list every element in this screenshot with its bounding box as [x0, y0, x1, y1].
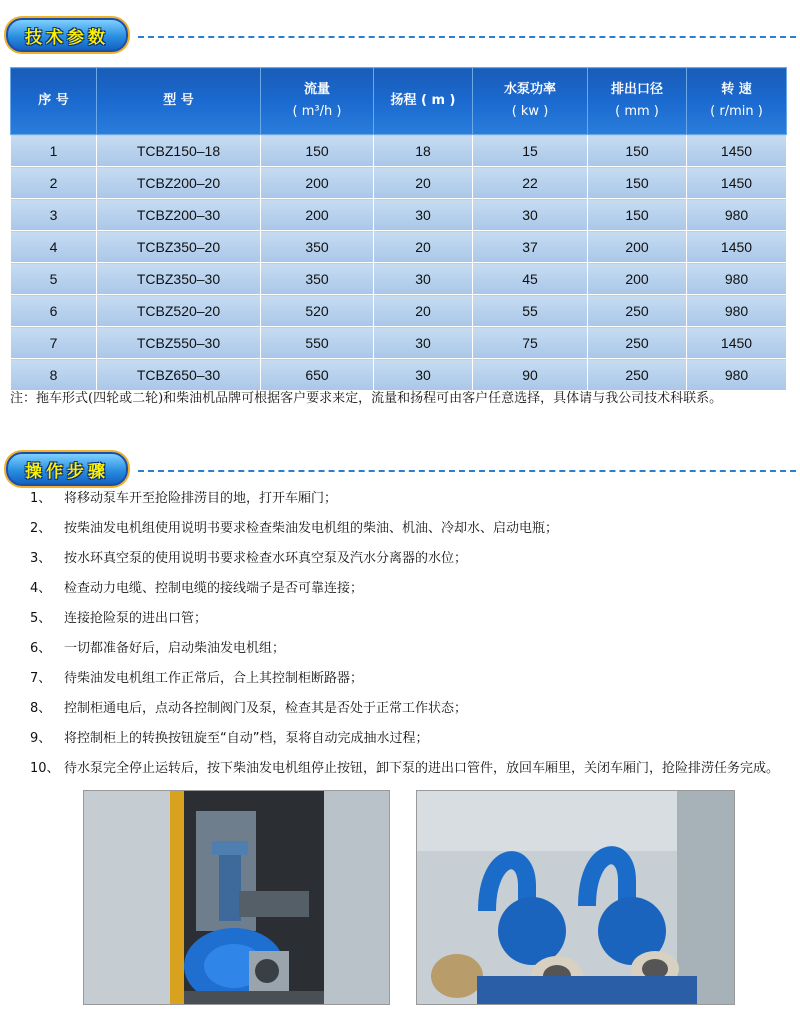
table-cell: 150 [261, 135, 374, 167]
column-header-label: 扬程 ( m ) [390, 93, 456, 108]
table-row [11, 199, 787, 231]
step-number: 4、 [30, 581, 52, 596]
step-number: 6、 [30, 641, 52, 656]
step-number: 9、 [30, 731, 52, 746]
column-header-label: 转 速 [721, 82, 752, 97]
section-title: 技术参数 [25, 27, 109, 48]
steps-list [30, 484, 790, 784]
table-cell: 650 [261, 359, 374, 391]
table-cell: 22 [473, 167, 588, 199]
table-cell: TCBZ350–30 [97, 263, 261, 295]
table-cell: 75 [473, 327, 588, 359]
table-cell: 30 [374, 327, 473, 359]
table-cell: 1450 [687, 167, 787, 199]
table-cell: TCBZ200–20 [97, 167, 261, 199]
table-cell: 2 [11, 167, 97, 199]
table-cell: 3 [11, 199, 97, 231]
table-cell: 200 [261, 199, 374, 231]
table-cell: 30 [374, 263, 473, 295]
table-cell: 1450 [687, 327, 787, 359]
table-cell: TCBZ650–30 [97, 359, 261, 391]
section-title-pill [6, 18, 128, 52]
table-cell: 30 [374, 199, 473, 231]
spec-table [10, 67, 787, 391]
step-number: 5、 [30, 611, 52, 626]
column-header [473, 68, 588, 135]
step-number: 10、 [30, 761, 60, 776]
photo-pump-container [83, 790, 390, 1005]
table-cell: 200 [588, 263, 687, 295]
step-text: 检查动力电缆、控制电缆的接线端子是否可靠连接； [64, 581, 364, 596]
section-header-steps [6, 450, 796, 486]
table-cell: 15 [473, 135, 588, 167]
column-header-label: 型 号 [163, 93, 194, 108]
table-cell: 250 [588, 359, 687, 391]
step-text: 控制柜通电后，点动各控制阀门及泵，检查其是否处于正常工作状态； [64, 701, 468, 716]
list-item [30, 544, 790, 574]
table-cell: 980 [687, 199, 787, 231]
dashed-divider [138, 36, 796, 38]
table-cell: 55 [473, 295, 588, 327]
step-number: 2、 [30, 521, 52, 536]
table-cell: 90 [473, 359, 588, 391]
list-item [30, 604, 790, 634]
photo-twin-pumps [416, 790, 735, 1005]
table-cell: 18 [374, 135, 473, 167]
table-cell: 550 [261, 327, 374, 359]
column-header [374, 68, 473, 135]
table-header-row [11, 68, 787, 135]
table-row [11, 167, 787, 199]
list-item [30, 664, 790, 694]
column-header-unit: ( mm ) [615, 104, 659, 119]
table-cell: 150 [588, 199, 687, 231]
table-cell: 200 [588, 231, 687, 263]
table-cell: 37 [473, 231, 588, 263]
table-cell: 1450 [687, 135, 787, 167]
section-title: 操作步骤 [25, 461, 109, 482]
table-cell: 150 [588, 167, 687, 199]
table-cell: 7 [11, 327, 97, 359]
list-item [30, 574, 790, 604]
list-item [30, 724, 790, 754]
table-cell: 1450 [687, 231, 787, 263]
table-cell: TCBZ350–20 [97, 231, 261, 263]
table-cell: 250 [588, 295, 687, 327]
table-cell: 200 [261, 167, 374, 199]
table-cell: 980 [687, 359, 787, 391]
step-text: 待水泵完全停止运转后，按下柴油发电机组停止按钮，卸下泵的进出口管件，放回车厢里，关闭车厢门，抢险排涝任务完成。 [64, 761, 780, 776]
table-cell: 980 [687, 295, 787, 327]
column-header-unit: ( r/min ) [710, 104, 763, 119]
table-cell: 350 [261, 231, 374, 263]
table-cell: 520 [261, 295, 374, 327]
step-number: 3、 [30, 551, 52, 566]
table-cell: 8 [11, 359, 97, 391]
step-text: 待柴油发电机组工作正常后，合上其控制柜断路器； [64, 671, 364, 686]
table-cell: TCBZ520–20 [97, 295, 261, 327]
step-number: 7、 [30, 671, 52, 686]
section-title-pill [6, 452, 128, 486]
table-row [11, 231, 787, 263]
table-cell: TCBZ550–30 [97, 327, 261, 359]
table-note: 注：拖车形式(四轮或二轮)和柴油机品牌可根据客户要求来定，流量和扬程可由客户任意选择，具体请与我公司技术科联系。 [10, 391, 723, 406]
column-header [687, 68, 787, 135]
step-text: 将控制柜上的转换按钮旋至“自动”档，泵将自动完成抽水过程； [64, 731, 429, 746]
table-cell: 6 [11, 295, 97, 327]
table-cell: 250 [588, 327, 687, 359]
list-item [30, 484, 790, 514]
table-cell: 350 [261, 263, 374, 295]
table-body [11, 135, 787, 391]
table-cell: 20 [374, 231, 473, 263]
table-row [11, 295, 787, 327]
column-header-label: 水泵功率 [503, 82, 556, 97]
table-cell: 4 [11, 231, 97, 263]
table-cell: 20 [374, 167, 473, 199]
table-cell: 30 [473, 199, 588, 231]
column-header-label: 排出口径 [610, 82, 663, 97]
step-text: 按柴油发电机组使用说明书要求检查柴油发电机组的柴油、机油、冷却水、启动电瓶； [64, 521, 559, 536]
list-item [30, 694, 790, 724]
column-header-unit: ( m³/h ) [292, 104, 342, 119]
column-header [261, 68, 374, 135]
step-text: 按水环真空泵的使用说明书要求检查水环真空泵及汽水分离器的水位； [64, 551, 468, 566]
step-text: 将移动泵车开至抢险排涝目的地，打开车厢门； [64, 491, 338, 506]
table-cell: TCBZ200–30 [97, 199, 261, 231]
list-item [30, 754, 790, 784]
table-cell: 980 [687, 263, 787, 295]
dashed-divider [138, 470, 796, 472]
table-row [11, 263, 787, 295]
column-header [97, 68, 261, 135]
column-header [11, 68, 97, 135]
column-header-label: 流量 [303, 82, 330, 97]
step-number: 1、 [30, 491, 52, 506]
table-cell: 45 [473, 263, 588, 295]
table-cell: 1 [11, 135, 97, 167]
section-header-specs [6, 16, 796, 52]
list-item [30, 634, 790, 664]
step-text: 一切都准备好后，启动柴油发电机组； [64, 641, 286, 656]
step-number: 8、 [30, 701, 52, 716]
step-text: 连接抢险泵的进出口管； [64, 611, 208, 626]
column-header-label: 序 号 [38, 93, 69, 108]
column-header [588, 68, 687, 135]
table-cell: 5 [11, 263, 97, 295]
table-cell: 30 [374, 359, 473, 391]
table-cell: TCBZ150–18 [97, 135, 261, 167]
table-cell: 20 [374, 295, 473, 327]
column-header-unit: ( kw ) [511, 104, 549, 119]
table-row [11, 135, 787, 167]
table-row [11, 327, 787, 359]
list-item [30, 514, 790, 544]
table-cell: 150 [588, 135, 687, 167]
